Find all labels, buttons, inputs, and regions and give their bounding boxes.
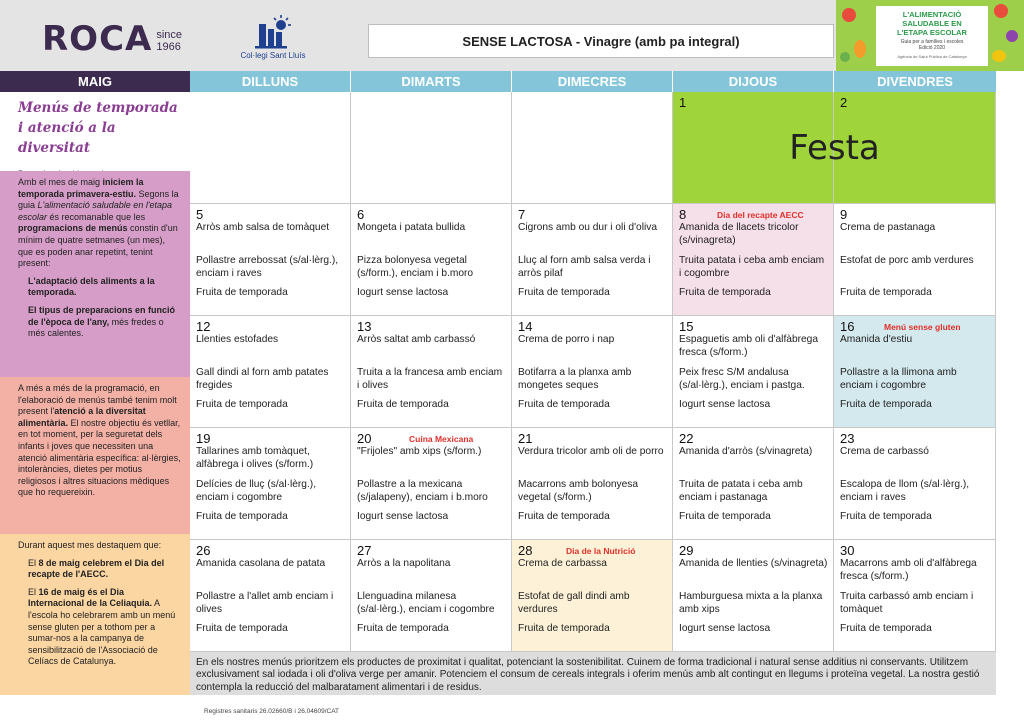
first-course: Amanida d'arròs (s/vinagreta) (679, 446, 813, 457)
text-span: El (28, 586, 39, 597)
first-course: Tallarines amb tomàquet, alfàbrega i olives (s/form.) (196, 446, 314, 470)
cover-agency: Agència de Salut Pública de Catalunya (897, 54, 967, 59)
menu-cell-week1-wednesday (512, 92, 673, 204)
menu-cell-week5-thursday (673, 540, 834, 652)
day-number: 9 (840, 207, 848, 222)
day-number: 27 (357, 543, 372, 558)
second-course: Estofat de gall dindi amb verdures (518, 591, 630, 615)
highlight-celiac (18, 587, 182, 668)
second-course: Truita patata i ceba amb enciam i cogombre (679, 255, 825, 279)
second-course: Truita carbassó amb enciam i tomàquet (840, 591, 974, 615)
first-course: Arròs a la napolitana (357, 558, 451, 569)
school-emblem-icon (253, 14, 293, 50)
second-course: Peix fresc S/M andalusa (s/al·lèrg.), enciam i pastga. (679, 367, 805, 391)
second-course: Pollastre arrebossat (s/al·lèrg.), enciam i raves (196, 255, 339, 279)
guide-name: L'alimentació saludable en l'etapa escolar (18, 200, 173, 222)
day-header-tuesday: DIMARTS (351, 71, 512, 92)
text-bold: atenció a la diversitat alimentària. (18, 406, 146, 428)
text-bold: 16 de maig és el Dia Internacional de la Celiaquia. (28, 586, 153, 609)
first-course: Crema de carbassó (840, 446, 929, 457)
day-header-wednesday: DIMECRES (512, 71, 673, 92)
first-course: Llenties estofades (196, 334, 279, 345)
cover-title (876, 10, 988, 37)
day-number: 28 (518, 543, 533, 558)
dessert: Fruita de temporada (518, 623, 610, 634)
day-number: 22 (679, 431, 694, 446)
day-number: 5 (196, 207, 204, 222)
sidebar-intro (0, 92, 190, 171)
day-number: 20 (357, 431, 372, 446)
second-course: Pizza bolonyesa vegetal (s/form.), enciam i b.moro (357, 255, 474, 279)
menu-cell-week3-friday (834, 316, 996, 428)
day-number: 29 (679, 543, 694, 558)
text-span: Segons la guia (18, 188, 179, 211)
dessert: Fruita de temporada (679, 287, 771, 298)
day-number: 16 (840, 319, 855, 334)
day-number: 21 (518, 431, 533, 446)
cover-subtitle: Guia per a famílies i escoles (900, 39, 964, 45)
first-course: Cigrons amb ou dur i oli d'oliva (518, 222, 657, 233)
first-course: Amanida de llenties (s/vinagreta) (679, 558, 828, 569)
dessert: Fruita de temporada (840, 399, 932, 410)
menu-cell-week4-wednesday (512, 428, 673, 540)
event-tag: Dia del recapte AECC (717, 210, 804, 220)
cover-panel (876, 6, 988, 66)
menu-cell-week5-tuesday (351, 540, 512, 652)
menu-cell-week4-friday (834, 428, 996, 540)
first-course: Crema de pastanaga (840, 222, 936, 233)
text-bold: El tipus de preparacions en funció de l'època de l'any, (28, 304, 176, 327)
first-course: Crema de carbassa (518, 558, 607, 569)
second-course: Truita de patata i ceba amb enciam i pastanaga (679, 479, 803, 503)
menu-cell-week1-monday (190, 92, 351, 204)
first-course: Arròs saltat amb carbassó (357, 334, 476, 345)
first-course: Macarrons amb oli d'alfàbrega fresca (s/form.) (840, 558, 977, 582)
second-course: Estofat de porc amb verdures (840, 255, 974, 266)
day-number: 6 (357, 207, 365, 222)
menu-cell-week2-tuesday (351, 204, 512, 316)
menu-cell-week2-friday (834, 204, 996, 316)
dessert: Iogurt sense lactosa (679, 623, 771, 634)
second-course: Truita a la francesa amb enciam i olives (357, 367, 503, 391)
brand-since (156, 29, 182, 53)
menu-cell-week1-tuesday (351, 92, 512, 204)
text-span: El nostre objectiu és vetllar, en tot moment, per la seguretat dels infants i joves que necessiten una atenció alimentària específica: al·lèrgies, intoleràncies, dietes per motius religiosos i altres situacions mèdiques que ho requereixin. (18, 417, 181, 498)
brand-since-label: since (156, 29, 183, 41)
day-number: 12 (196, 319, 211, 334)
season-paragraph (18, 177, 182, 270)
text-span: A l'escola ho celebrarem amb un menú sense gluten per a tothom per a sumar-nos a la campanya de sensibilització de l'Associació de Celíacs de Catalunya. (28, 598, 176, 667)
sidebar-title: Menús de temporada i atenció a la diversitat (18, 100, 178, 156)
second-course: Escalopa de llom (s/al·lèrg.), enciam i raves (840, 479, 970, 503)
text-bold: 8 de maig celebrem el Dia del recapte de l'AECC. (28, 557, 165, 580)
event-tag: Cuina Mexicana (409, 434, 474, 444)
menu-cell-week2-thursday (673, 204, 834, 316)
season-point-2 (18, 305, 182, 340)
first-course: Amanida casolana de patata (196, 558, 326, 569)
day-number: 8 (679, 207, 687, 222)
menu-cell-week5-wednesday (512, 540, 673, 652)
diversity-info-block (0, 377, 190, 534)
dessert: Fruita de temporada (196, 511, 288, 522)
dessert: Fruita de temporada (357, 399, 449, 410)
day-header-thursday: DIJOUS (673, 71, 834, 92)
sustainability-note: En els nostres menús prioritzem els productes de proximitat i qualitat, potenciant la sostenibilitat. Cuinem de forma tradicional i natural sense additius ni conservants. Utilitzem exclusivament sal iodada i oli d'oliva verge per amanir. Potenciem el consum de cereals integrals i oferim menús amb alt contingut en llegums i proteïna vegetal. La nostra gestió contempla la reducció del malbaratament alimentari i de residus. (190, 652, 996, 695)
highlights-block (0, 534, 190, 695)
day-number: 19 (196, 431, 211, 446)
cover-title-line-2: SALUDABLE EN (902, 19, 962, 28)
day-header-friday: DIVENDRES (834, 71, 996, 92)
cover-title-line-3: L'ETAPA ESCOLAR (896, 28, 967, 37)
second-course: Lluç al forn amb salsa verda i arròs pilaf (518, 255, 651, 279)
cover-edition: Edició 2020 (918, 45, 946, 51)
day-number: 1 (679, 95, 687, 110)
dessert: Fruita de temporada (840, 623, 932, 634)
menu-cell-week5-friday (834, 540, 996, 652)
first-course: Arròs amb salsa de tomàquet (196, 222, 330, 233)
text-bold: iniciem la temporada primavera-estiu. (18, 177, 144, 199)
dessert: Fruita de temporada (518, 287, 610, 298)
menu-cell-week2-wednesday (512, 204, 673, 316)
school-logo (234, 14, 312, 68)
brand-name: ROCA (42, 19, 153, 59)
dessert: Fruita de temporada (840, 287, 932, 298)
event-tag: Menú sense gluten (884, 322, 961, 332)
menu-cell-week3-thursday (673, 316, 834, 428)
menu-cell-week2-monday (190, 204, 351, 316)
text-span: constin d'un mínim de quatre setmanes (un mes), que es poden anar repetint, tenint present: (18, 223, 178, 269)
day-number: 14 (518, 319, 533, 334)
menu-cell-week3-tuesday (351, 316, 512, 428)
text-bold: programacions de menús (18, 223, 128, 234)
text-span: El (28, 557, 39, 568)
dessert: Fruita de temporada (518, 511, 610, 522)
dessert: Fruita de temporada (518, 399, 610, 410)
diversity-paragraph (18, 383, 182, 499)
dessert: Fruita de temporada (196, 287, 288, 298)
brand-since-year: 1966 (156, 41, 181, 53)
first-course: Amanida d'estiu (840, 334, 913, 345)
dessert: Fruita de temporada (196, 399, 288, 410)
second-course: Llenguadina milanesa (s/al·lèrg.), enciam i cogombre (357, 591, 495, 615)
text-bold: L'adaptació dels aliments a la temporada. (28, 275, 155, 298)
dessert: Iogurt sense lactosa (357, 287, 449, 298)
first-course: Verdura tricolor amb oli de porro (518, 446, 664, 457)
second-course: Pollastre a la mexicana (s/jalapeny), enciam i b.moro (357, 479, 488, 503)
day-number: 13 (357, 319, 372, 334)
menu-title: SENSE LACTOSA - Vinagre (amb pa integral) (368, 24, 834, 58)
second-course: Pollastre a l'allet amb enciam i olives (196, 591, 334, 615)
day-number: 23 (840, 431, 855, 446)
month-header: MAIG (0, 71, 190, 92)
text-span: Amb el mes de maig (18, 177, 103, 187)
menu-cell-week4-thursday (673, 428, 834, 540)
second-course: Delícies de lluç (s/al·lèrg.), enciam i cogombre (196, 479, 317, 503)
text-span: més fredes o més calentes. (28, 316, 164, 339)
menu-cell-week4-tuesday (351, 428, 512, 540)
dessert: Iogurt sense lactosa (679, 399, 771, 410)
first-course: Amanida de llacets tricolor (s/vinagreta) (679, 222, 799, 246)
holiday-label: Festa (789, 128, 880, 168)
second-course: Hamburguesa mixta a la planxa amb xips (679, 591, 823, 615)
guide-cover-image (836, 0, 1024, 71)
first-course: "Frijoles" amb xips (s/form.) (357, 446, 482, 457)
season-point-1 (18, 276, 182, 299)
first-course: Mongeta i patata bullida (357, 222, 466, 233)
menu-cell-week4-monday (190, 428, 351, 540)
school-name: Col·legi Sant Lluís (240, 51, 306, 60)
day-number: 26 (196, 543, 211, 558)
second-course: Botifarra a la planxa amb mongetes seques (518, 367, 632, 391)
cover-title-line-1: L'ALIMENTACIÓ (902, 10, 962, 19)
roca-logo (42, 19, 183, 59)
season-info-block (0, 171, 190, 377)
first-course: Crema de porro i nap (518, 334, 615, 345)
dessert: Fruita de temporada (840, 511, 932, 522)
day-header-monday: DILLUNS (190, 71, 351, 92)
day-number: 7 (518, 207, 526, 222)
day-number: 2 (840, 95, 848, 110)
menu-cell-week5-monday (190, 540, 351, 652)
event-tag: Dia de la Nutrició (566, 546, 636, 556)
second-course: Pollastre a la llimona amb enciam i cogombre (840, 367, 957, 391)
day-number: 15 (679, 319, 694, 334)
text-span: A més a més de la programació, en l'elaboració de menús també tenim molt present l' (18, 383, 177, 417)
dessert: Fruita de temporada (679, 511, 771, 522)
dessert: Iogurt sense lactosa (357, 511, 449, 522)
second-course: Gall dindi al forn amb patates fregides (196, 367, 329, 391)
menu-cell-week3-monday (190, 316, 351, 428)
first-course: Espaguetis amb oli d'alfàbrega fresca (s/form.) (679, 334, 818, 358)
menu-cell-week3-wednesday (512, 316, 673, 428)
highlights-intro: Durant aquest mes destaquem que: (18, 540, 162, 550)
second-course: Macarrons amb bolonyesa vegetal (s/form.) (518, 479, 639, 503)
text-span: és recomanable que les (47, 211, 146, 222)
sanitary-registry: Registres sanitaris 26.02660/B i 26.04609/CAT (204, 708, 340, 715)
highlight-aecc (18, 558, 182, 581)
dessert: Fruita de temporada (196, 623, 288, 634)
day-number: 30 (840, 543, 855, 558)
dessert: Fruita de temporada (357, 623, 449, 634)
